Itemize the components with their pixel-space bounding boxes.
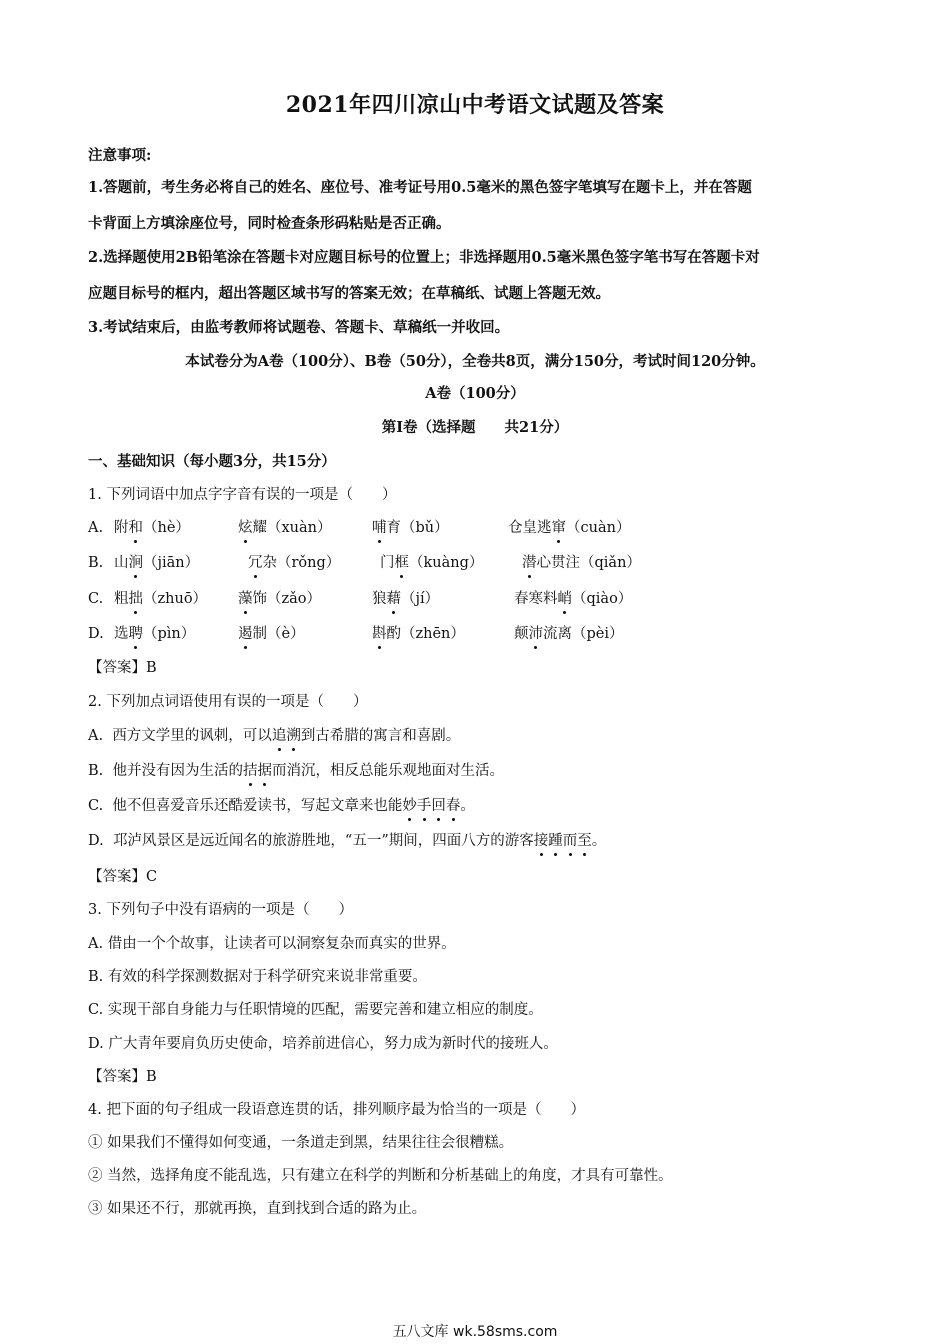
page-title: 2021年四川凉山中考语文试题及答案 <box>285 92 665 118</box>
notice-item-2-line-2: 应题目标号的框内，超出答题区域书写的答案无效；在草稿纸、试题上答题无效。 <box>88 285 610 302</box>
notice-heading: 注意事项: <box>88 147 152 164</box>
volume-a-heading: A卷（100分） <box>425 385 525 402</box>
notice-item-2-line-1: 2.选择题使用2B铅笔涂在答题卡对应题目标号的位置上；非选择题用0.5毫米黑色签字笔书写在答题卡对 <box>88 249 760 266</box>
question-3-answer: 【答案】B <box>88 1069 157 1085</box>
option-term: 哺育（bǔ） <box>372 520 449 536</box>
question-4-sentence-2: ② 当然，选择角度不能乱选，只有建立在科学的判断和分析基础上的角度，才具有可靠性。 <box>88 1168 673 1184</box>
section-1-heading: 一、基础知识（每小题3分，共15分） <box>88 453 336 470</box>
option-term: 炫耀（xuàn） <box>238 520 332 536</box>
question-3-option-a: A. 借由一个个故事，让读者可以洞察复杂而真实的世界。 <box>88 936 456 952</box>
option-term: 冗杂（rǒng） <box>248 555 341 571</box>
question-2-option-b: B. 他并没有因为生活的拮据而消沉，相反总能乐观地面对生活。 <box>88 763 504 779</box>
option-term: 狼藉（jí） <box>372 591 440 607</box>
option-term: 春寒料峭（qiào） <box>514 591 633 607</box>
notice-item-3: 3.考试结束后，由监考教师将试题卷、答题卡、草稿纸一并收回。 <box>88 319 510 336</box>
option-term: 仓皇逃窜（cuàn） <box>508 520 631 536</box>
notice-item-1-line-1: 1.答题前，考生务必将自己的姓名、座位号、准考证号用0.5毫米的黑色签字笔填写在题卡上，并在答题 <box>88 179 752 196</box>
option-term: 斟酌（zhēn） <box>372 626 465 642</box>
option-label: C. <box>88 591 104 607</box>
question-2-option-c: C. 他不但喜爱音乐还酷爱读书，写起文章来也能妙手回春。 <box>88 798 475 814</box>
question-2-stem: 2. 下列加点词语使用有误的一项是（ ） <box>88 694 368 710</box>
question-4-sentence-3: ③ 如果还不行，那就再换，直到找到合适的路为止。 <box>88 1201 427 1217</box>
footer-watermark: 五八文库 wk.58sms.com <box>392 1324 558 1340</box>
option-term: 潜心贯注（qiǎn） <box>522 555 641 571</box>
option-term: 颠沛流离（pèi） <box>514 626 624 642</box>
question-4-sentence-1: ① 如果我们不懂得如何变通，一条道走到黑，结果往往会很糟糕。 <box>88 1135 514 1151</box>
question-1-stem: 1. 下列词语中加点字字音有误的一项是（ ） <box>88 487 397 503</box>
question-3-option-d: D. 广大青年要肩负历史使命，培养前进信心，努力成为新时代的接班人。 <box>88 1036 558 1052</box>
option-term: 山涧（jiān） <box>114 555 200 571</box>
option-label: B. <box>88 555 104 571</box>
question-2-answer: 【答案】C <box>88 869 158 885</box>
option-label: D. <box>88 626 104 642</box>
paper-info: 本试卷分为A卷（100分）、B卷（50分），全卷共8页，满分150分，考试时间120分钟。 <box>185 353 765 370</box>
question-1-answer: 【答案】B <box>88 660 157 676</box>
question-2-option-a: A. 西方文学里的讽刺，可以追溯到古希腊的寓言和喜剧。 <box>88 728 461 744</box>
option-term: 选聘（pìn） <box>114 626 196 642</box>
notice-item-1-line-2: 卡背面上方填涂座位号，同时检查条形码粘贴是否正确。 <box>88 215 451 232</box>
question-3-option-c: C. 实现干部自身能力与任职情境的匹配，需要完善和建立相应的制度。 <box>88 1002 543 1018</box>
question-2-option-d: D. 邛泸风景区是远近闻名的旅游胜地，“五一”期间，四面八方的游客接踵而至。 <box>88 833 607 849</box>
option-term: 附和（hè） <box>114 520 190 536</box>
option-term: 门框（kuàng） <box>380 555 484 571</box>
option-term: 粗拙（zhuō） <box>114 591 208 607</box>
question-3-option-b: B. 有效的科学探测数据对于科学研究来说非常重要。 <box>88 969 427 985</box>
question-4-stem: 4. 把下面的句子组成一段语意连贯的话，排列顺序最为恰当的一项是（ ） <box>88 1102 585 1118</box>
option-term: 遏制（è） <box>238 626 305 642</box>
part-1-heading: 第Ⅰ卷（选择题 共21分） <box>381 419 569 436</box>
option-term: 藻饰（zǎo） <box>238 591 322 607</box>
question-3-stem: 3. 下列句子中没有语病的一项是（ ） <box>88 902 353 918</box>
option-label: A. <box>88 520 104 536</box>
